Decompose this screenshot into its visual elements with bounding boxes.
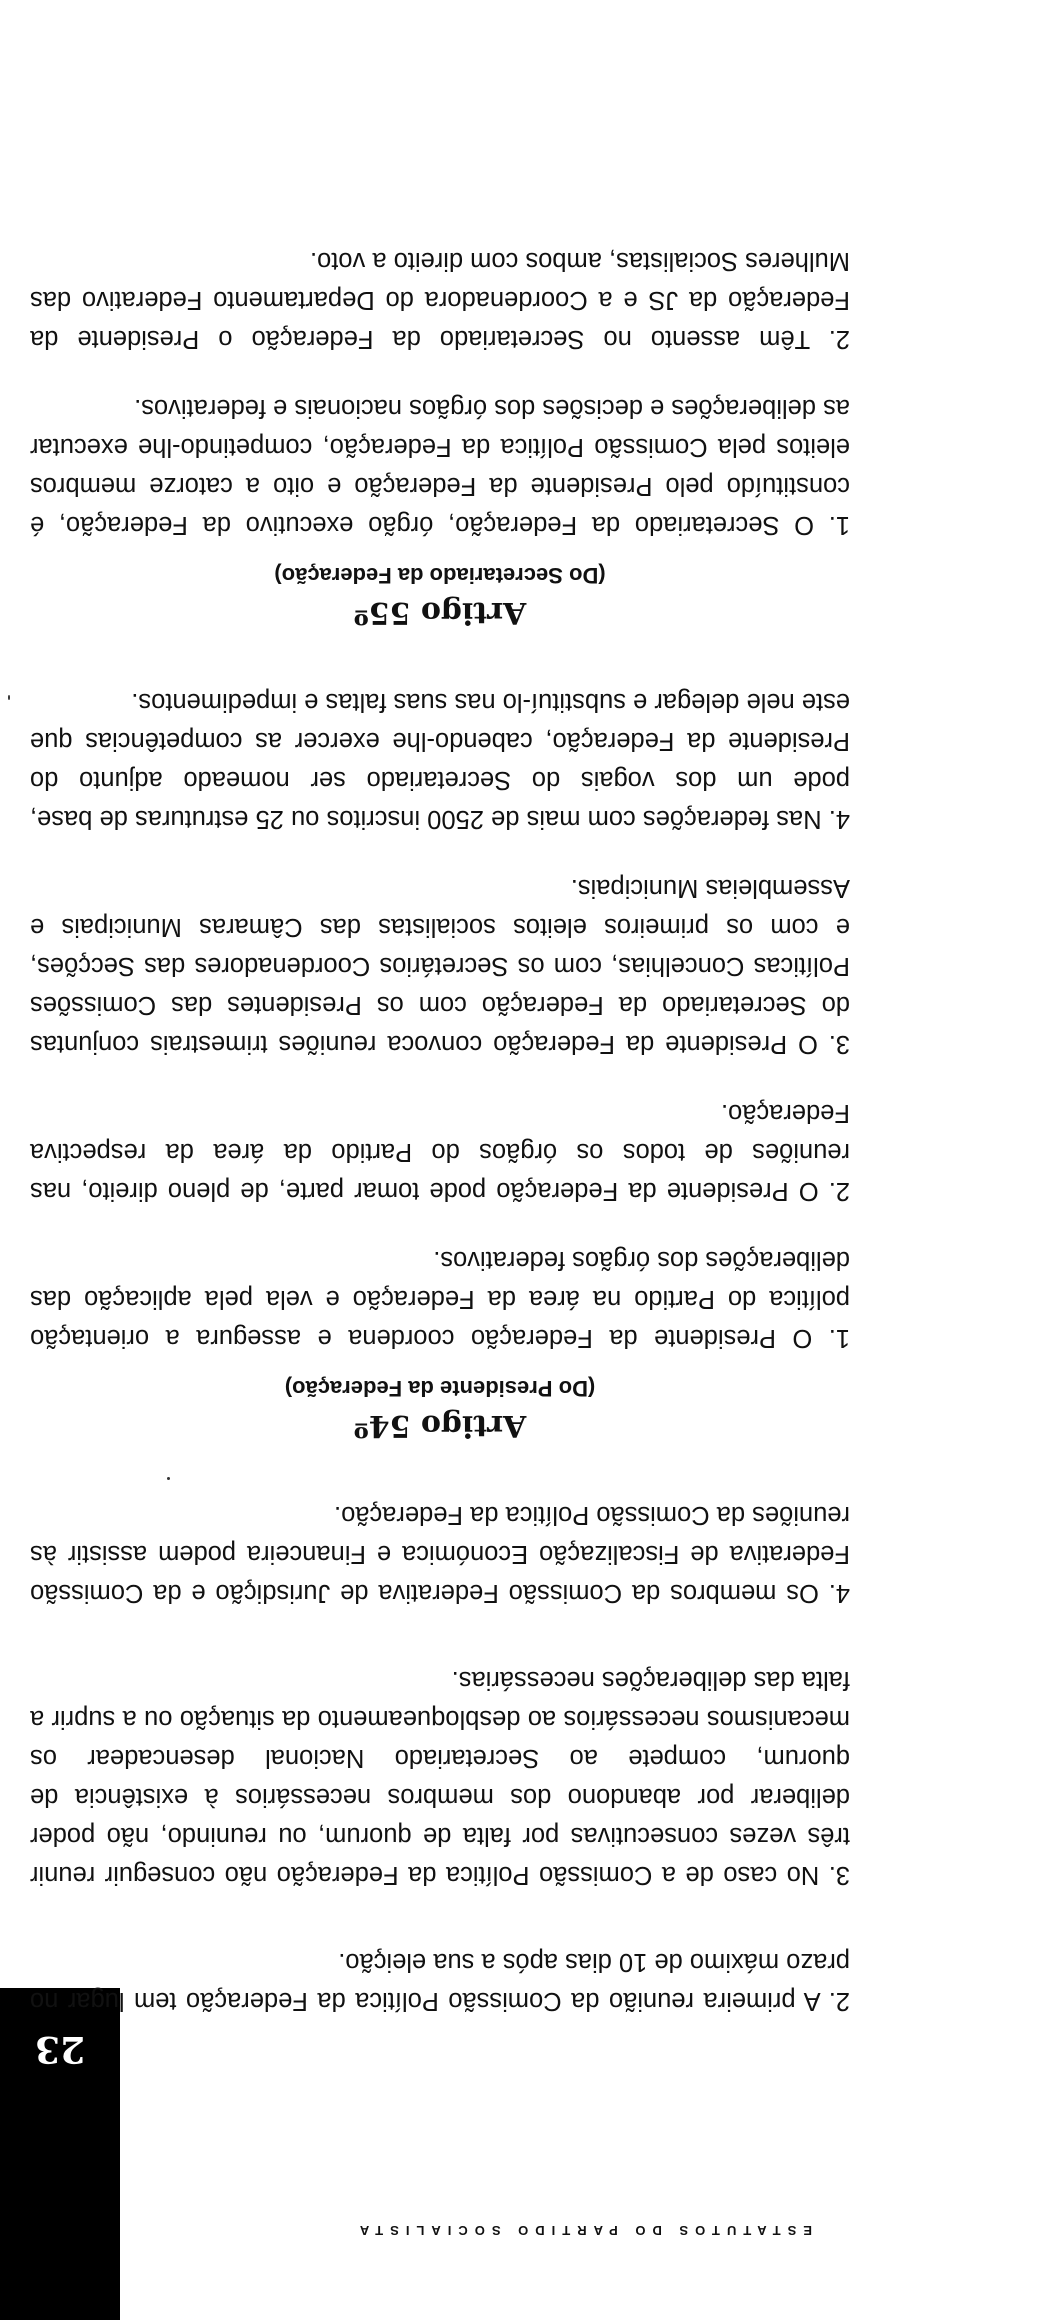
- paragraph-2: 2. A primeira reunião da Comissão Política da Federação tem lugar no prazo máximo de 10 dias após a sua eleição.: [30, 1948, 850, 2015]
- scan-speck: [8, 695, 10, 700]
- article-55-subtitle: (Do Secretariado da Federação): [274, 563, 606, 588]
- article-55-paragraph-2: 2. Têm assento no Secretariado da Federação o Presidente da Federação da JS e a Coordenadora do Departamento Federativo das Mulheres Socialistas, ambos com direito a voto.: [30, 247, 850, 353]
- article-55-paragraph-1: 1. O Secretariado da Federação, órgão executivo da Federação, é constituído pelo Presidente da Federação e oito a catorze membros eleitos pela Comissão Política da Federação, competindo-lhe executar as deliberações e decisões dos órgãos nacionais e federativos.: [30, 394, 850, 539]
- paragraph-4: 4. Os membros da Comissão Federativa de Jurisdição e da Comissão Federativa de Fiscalização Económica e Financeira podem assistir às reuniões da Comissão Política da Federação.: [30, 1501, 850, 1607]
- paragraph-3: 3. No caso de a Comissão Política da Federação não conseguir reunir três vezes consecutivas por falta de quorum, ou reunindo, não poder deliberar por abandono dos membros necessários à existência de quorum, compete ao Secretariado Nacional desencadear os mecanismos necessários ao desbloqueamento da situação ou a suprir a falta das deliberações necessárias.: [30, 1666, 850, 1889]
- body-text: [30, 193, 850, 2020]
- scan-speck: [167, 1477, 170, 1480]
- article-54-subtitle: (Do Presidente da Federação): [284, 1376, 596, 1401]
- article-54-title: Artigo 54º: [353, 1408, 527, 1443]
- article-54-paragraph-1: 1. O Presidente da Federação coordena e assegura a orientação política do Partido na área da Federação e vela pela aplicação das deliberações dos órgãos federativos.: [30, 1246, 850, 1352]
- article-55-title: Artigo 55º: [353, 595, 527, 630]
- article-54-paragraph-4: 4. Nas federações com mais de 2500 inscritos ou 25 estruturas de base, pode um dos vogais do Secretariado ser nomeado adjunto do Presidente da Federação, cabendo-lhe exercer as competências que este nele delegar e substituí-lo nas suas faltas e impedimentos.: [30, 688, 850, 833]
- page-number: 23: [34, 2028, 86, 2070]
- running-header: ESTATUTOS DO PARTIDO SOCIALISTA: [352, 2223, 812, 2238]
- article-54-paragraph-2: 2. O Presidente da Federação pode tomar parte, de pleno direito, nas reuniões de todos os órgãos do Partido da área da respectiva Federação.: [30, 1099, 850, 1205]
- article-54-paragraph-3: 3. O Presidente da Federação convoca reuniões trimestrais conjuntas do Secretariado da Federação com os Presidentes das Comissões Políticas Concelhias, com os Secretários Coordenadores das Secções, e com os primeiros eleitos socialistas das Câmaras Municipais e Assembleias Municipais.: [30, 874, 850, 1058]
- page-number-tab: [0, 1988, 120, 2320]
